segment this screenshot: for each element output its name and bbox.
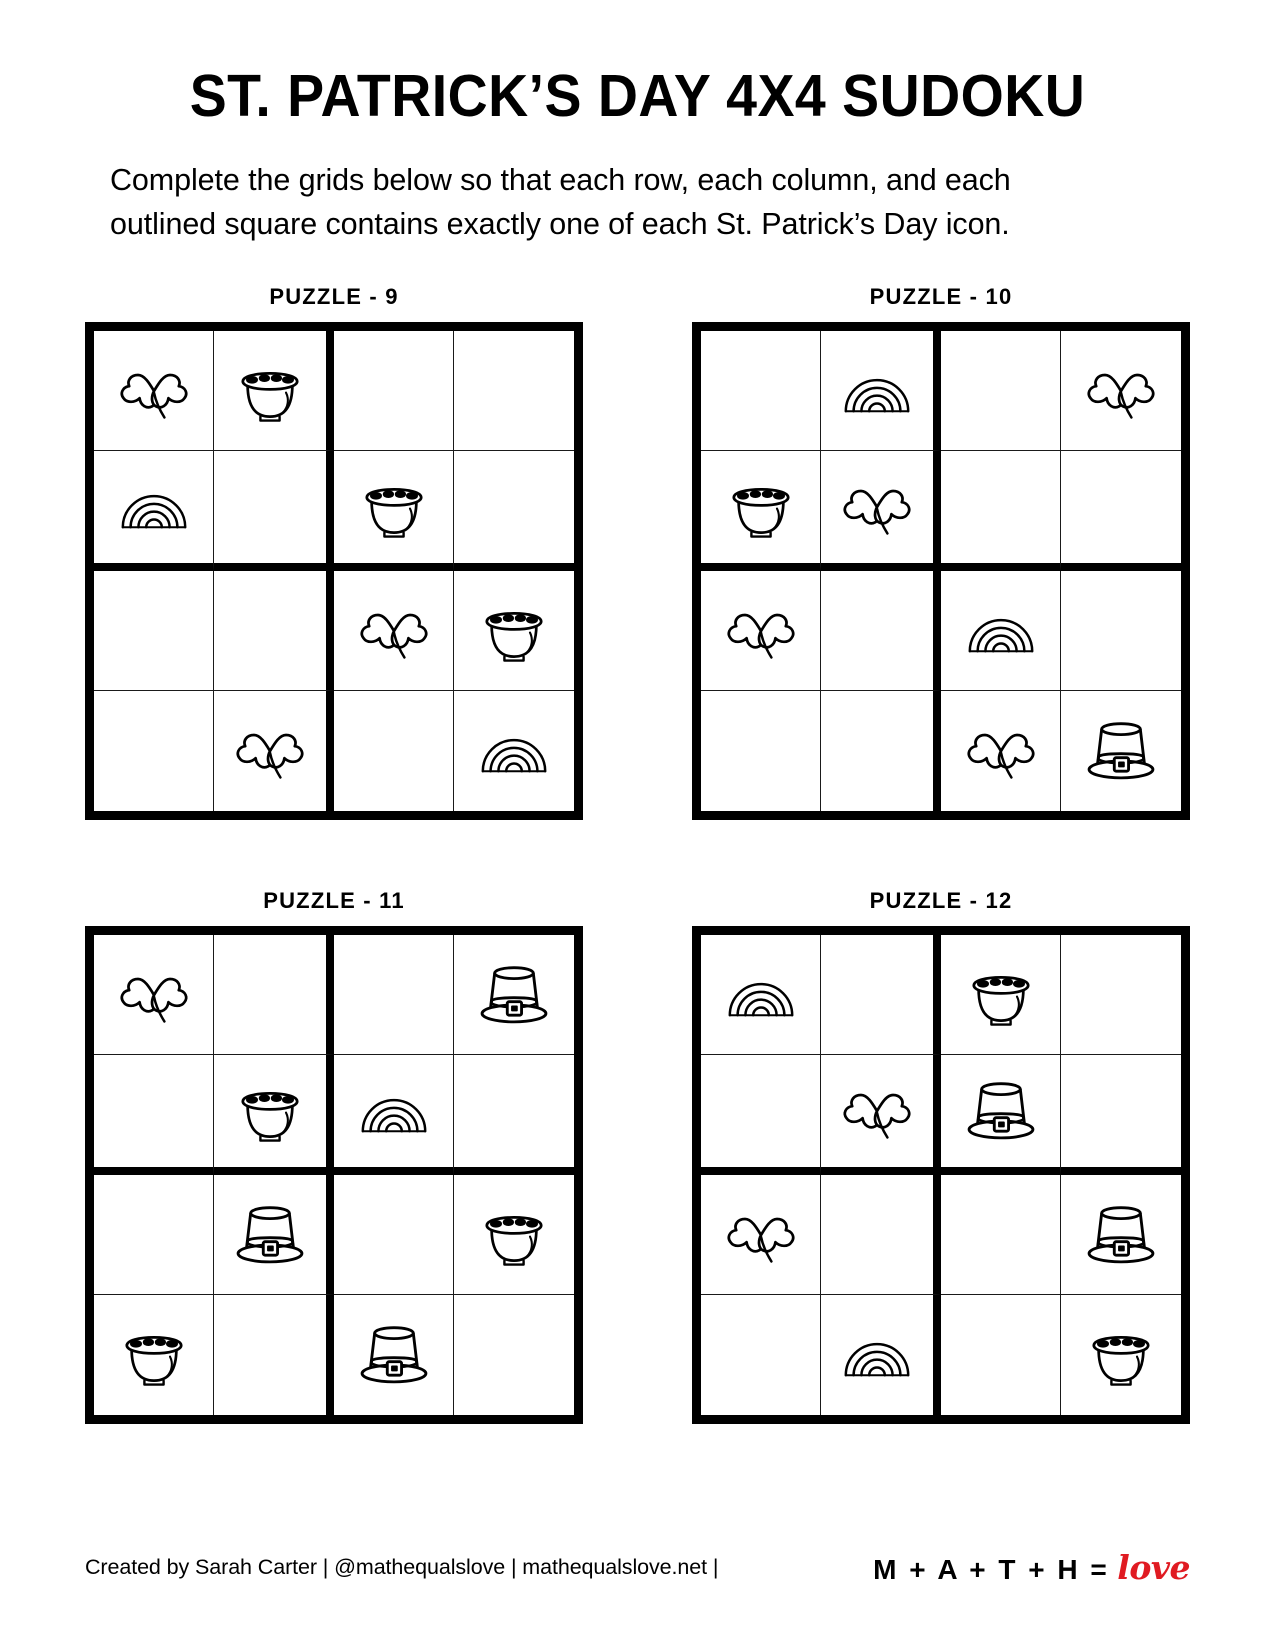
leprechaun-hat-icon: [228, 1193, 312, 1277]
puzzle-label: PUZZLE - 12: [869, 888, 1013, 914]
sudoku-cell[interactable]: [941, 571, 1061, 691]
sudoku-cell[interactable]: [701, 691, 821, 811]
footer: [85, 1548, 1190, 1587]
sudoku-cell[interactable]: [941, 451, 1061, 571]
sudoku-cell[interactable]: [941, 331, 1061, 451]
sudoku-cell[interactable]: [821, 691, 941, 811]
sudoku-cell[interactable]: [214, 1175, 334, 1295]
puzzle-label: PUZZLE - 10: [869, 284, 1013, 310]
sudoku-cell[interactable]: [334, 451, 454, 571]
sudoku-cell[interactable]: [1061, 1055, 1181, 1175]
sudoku-cell[interactable]: [941, 1175, 1061, 1295]
pot-of-gold-icon: [472, 589, 556, 673]
leprechaun-hat-icon: [1079, 709, 1163, 793]
sudoku-cell[interactable]: [821, 935, 941, 1055]
sudoku-cell[interactable]: [454, 331, 574, 451]
sudoku-cell[interactable]: [334, 1295, 454, 1415]
leprechaun-hat-icon: [352, 1313, 436, 1397]
sudoku-cell[interactable]: [941, 935, 1061, 1055]
sudoku-cell[interactable]: [334, 1055, 454, 1175]
puzzle-block-10: [692, 284, 1190, 820]
sudoku-cell[interactable]: [94, 691, 214, 811]
puzzle-label: PUZZLE - 11: [263, 888, 405, 914]
sudoku-cell[interactable]: [214, 451, 334, 571]
sudoku-cell[interactable]: [94, 1055, 214, 1175]
pot-of-gold-icon: [352, 465, 436, 549]
sudoku-cell[interactable]: [454, 1055, 574, 1175]
sudoku-cell[interactable]: [821, 571, 941, 691]
pot-of-gold-icon: [228, 1069, 312, 1153]
puzzle-block-9: [85, 284, 583, 820]
sudoku-cell[interactable]: [1061, 1175, 1181, 1295]
sudoku-cell[interactable]: [94, 1295, 214, 1415]
sudoku-cell[interactable]: [941, 691, 1061, 811]
sudoku-cell[interactable]: [334, 571, 454, 691]
sudoku-cell[interactable]: [454, 1175, 574, 1295]
brand-logo: [873, 1548, 1190, 1587]
clover-icon: [835, 465, 919, 549]
pot-of-gold-icon: [112, 1313, 196, 1397]
leprechaun-hat-icon: [1079, 1193, 1163, 1277]
sudoku-cell[interactable]: [821, 1175, 941, 1295]
rainbow-icon: [112, 465, 196, 549]
sudoku-cell[interactable]: [94, 1175, 214, 1295]
sudoku-cell[interactable]: [454, 691, 574, 811]
puzzle-block-12: [692, 888, 1190, 1424]
sudoku-cell[interactable]: [701, 1055, 821, 1175]
clover-icon: [112, 349, 196, 433]
sudoku-cell[interactable]: [214, 691, 334, 811]
sudoku-cell[interactable]: [454, 935, 574, 1055]
sudoku-cell[interactable]: [214, 1295, 334, 1415]
leprechaun-hat-icon: [959, 1069, 1043, 1153]
sudoku-cell[interactable]: [214, 1055, 334, 1175]
puzzle-block-11: [85, 888, 583, 1424]
pot-of-gold-icon: [719, 465, 803, 549]
sudoku-cell[interactable]: [214, 935, 334, 1055]
pot-of-gold-icon: [228, 349, 312, 433]
rainbow-icon: [472, 709, 556, 793]
sudoku-cell[interactable]: [94, 331, 214, 451]
sudoku-cell[interactable]: [1061, 935, 1181, 1055]
sudoku-cell[interactable]: [94, 451, 214, 571]
clover-icon: [1079, 349, 1163, 433]
sudoku-cell[interactable]: [701, 571, 821, 691]
sudoku-cell[interactable]: [701, 935, 821, 1055]
rainbow-icon: [835, 349, 919, 433]
sudoku-cell[interactable]: [334, 1175, 454, 1295]
sudoku-cell[interactable]: [701, 1175, 821, 1295]
sudoku-cell[interactable]: [701, 331, 821, 451]
sudoku-cell[interactable]: [701, 451, 821, 571]
sudoku-cell[interactable]: [454, 451, 574, 571]
clover-icon: [112, 953, 196, 1037]
rainbow-icon: [959, 589, 1043, 673]
sudoku-cell[interactable]: [454, 1295, 574, 1415]
sudoku-cell[interactable]: [821, 331, 941, 451]
clover-icon: [959, 709, 1043, 793]
puzzle-row-top: [85, 284, 1190, 820]
clover-icon: [228, 709, 312, 793]
sudoku-cell[interactable]: [454, 571, 574, 691]
sudoku-cell[interactable]: [701, 1295, 821, 1415]
clover-icon: [835, 1069, 919, 1153]
sudoku-cell[interactable]: [941, 1055, 1061, 1175]
sudoku-cell[interactable]: [214, 331, 334, 451]
sudoku-cell[interactable]: [334, 691, 454, 811]
clover-icon: [719, 589, 803, 673]
sudoku-cell[interactable]: [1061, 331, 1181, 451]
sudoku-cell[interactable]: [1061, 691, 1181, 811]
sudoku-grid[interactable]: [692, 926, 1190, 1424]
puzzle-area: [85, 284, 1190, 1424]
pot-of-gold-icon: [959, 953, 1043, 1037]
rainbow-icon: [719, 953, 803, 1037]
sudoku-cell[interactable]: [1061, 1295, 1181, 1415]
brand-math-text: M + A + T + H =: [873, 1554, 1110, 1585]
puzzle-row-bottom: [85, 888, 1190, 1424]
sudoku-cell[interactable]: [1061, 571, 1181, 691]
sudoku-cell[interactable]: [94, 935, 214, 1055]
page-title: ST. PATRICK’S DAY 4X4 SUDOKU: [189, 63, 1086, 129]
leprechaun-hat-icon: [472, 953, 556, 1037]
puzzle-label: PUZZLE - 9: [269, 284, 399, 310]
sudoku-grid[interactable]: [85, 926, 583, 1424]
sudoku-cell[interactable]: [94, 571, 214, 691]
sudoku-cell[interactable]: [1061, 451, 1181, 571]
sudoku-cell[interactable]: [214, 571, 334, 691]
sudoku-cell[interactable]: [334, 935, 454, 1055]
sudoku-grid[interactable]: [85, 322, 583, 820]
sudoku-cell[interactable]: [941, 1295, 1061, 1415]
instructions-text: Complete the grids below so that each row, each column, and each outlined square contains exactly one of each St. Patrick’s Day icon.: [110, 162, 1011, 242]
sudoku-cell[interactable]: [821, 1055, 941, 1175]
sudoku-cell[interactable]: [334, 331, 454, 451]
rainbow-icon: [835, 1313, 919, 1397]
sudoku-cell[interactable]: [821, 1295, 941, 1415]
credit-text: Created by Sarah Carter | @mathequalslove | mathequalslove.net |: [85, 1555, 719, 1579]
sudoku-grid[interactable]: [692, 322, 1190, 820]
brand-love-text: love: [1117, 1548, 1190, 1587]
pot-of-gold-icon: [472, 1193, 556, 1277]
clover-icon: [352, 589, 436, 673]
rainbow-icon: [352, 1069, 436, 1153]
pot-of-gold-icon: [1079, 1313, 1163, 1397]
sudoku-cell[interactable]: [821, 451, 941, 571]
clover-icon: [719, 1193, 803, 1277]
